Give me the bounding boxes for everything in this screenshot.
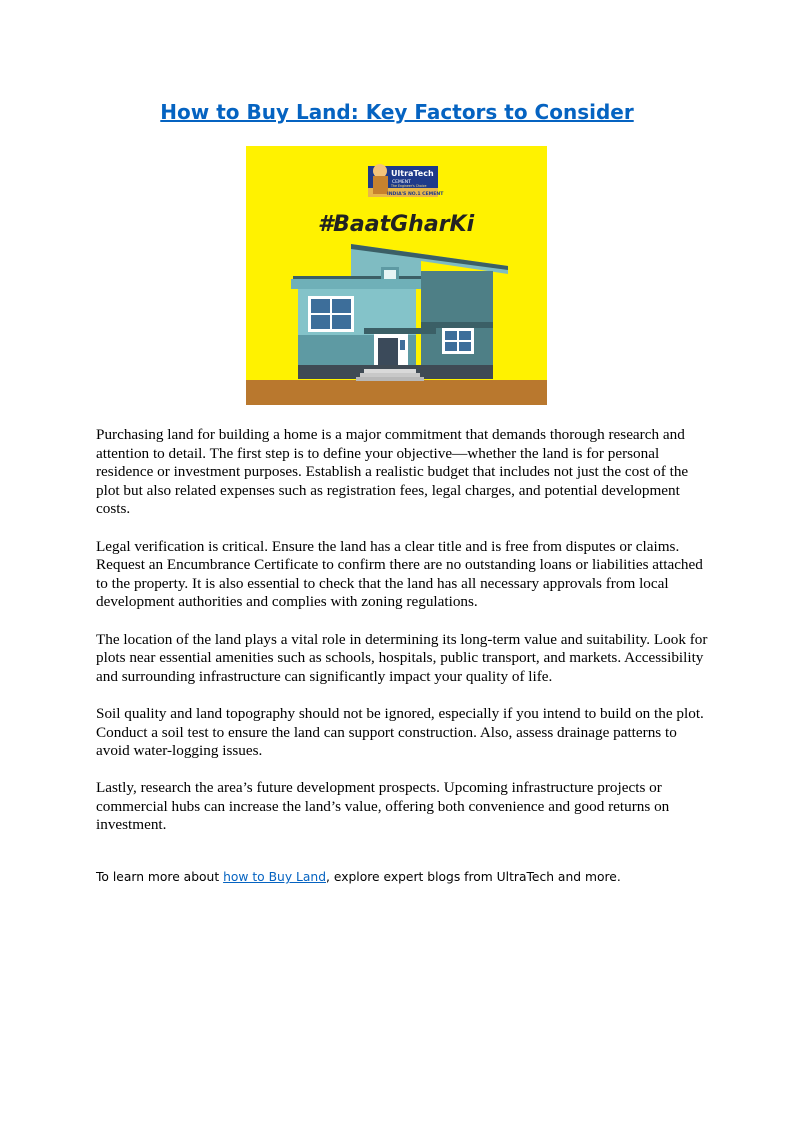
hero-image: [246, 146, 547, 405]
paragraph-location: The location of the land plays a vital role in determining its long-term value and suitability. Look for plots near essential amenities such as schools, hospitals, public transport, and markets. Accessibility and surrounding infrastructure can significantly impact your quality of life.: [96, 630, 708, 685]
house-illustration: [246, 146, 547, 405]
article-body: [96, 426, 708, 854]
brand-tagline: The Engineer's Choice: [391, 184, 427, 188]
page-title[interactable]: How to Buy Land: Key Factors to Consider: [160, 100, 634, 124]
footer-line: [96, 868, 736, 886]
paragraph-future-development: Lastly, research the area’s future development prospects. Upcoming infrastructure projects or commercial hubs can increase the land’s value, offering both convenience and good returns on investment.: [96, 779, 670, 834]
ultratech-logo: [368, 164, 444, 197]
brand-name: UltraTech: [391, 169, 434, 178]
footer-suffix: , explore expert blogs from UltraTech and more.: [326, 870, 621, 884]
paragraph-objective-budget: Purchasing land for building a home is a major commitment that demands thorough research and attention to detail. The first step is to define your objective—whether the land is for personal residence or investment purposes. Establish a realistic budget that includes not just the cost of the plot but also related expenses such as registration fees, legal charges, and potential development costs.: [96, 426, 689, 518]
brand-badge: INDIA'S NO.1 CEMENT: [387, 192, 444, 197]
brand-sub: CEMENT: [392, 180, 411, 185]
paragraph-soil-topography: Soil quality and land topography should not be ignored, especially if you intend to build on the plot. Conduct a soil test to ensure the land can support construction. Also, assess drainage patterns to avoid water-logging issues.: [96, 704, 704, 760]
footer-prefix: To learn more about: [96, 870, 224, 884]
paragraph-legal-verification: Legal verification is critical. Ensure the land has a clear title and is free from disputes or claims. Request an Encumbrance Certificate to confirm there are no outstanding loans or liabilities attached to the property. It is also essential to check that the land has all necessary approvals from local development authorities and complies with zoning regulations.: [96, 537, 703, 611]
ground-strip: [246, 380, 547, 405]
buy-land-link[interactable]: how to Buy Land: [223, 870, 327, 884]
hashtag-text: #BaatGharKi: [317, 212, 475, 237]
